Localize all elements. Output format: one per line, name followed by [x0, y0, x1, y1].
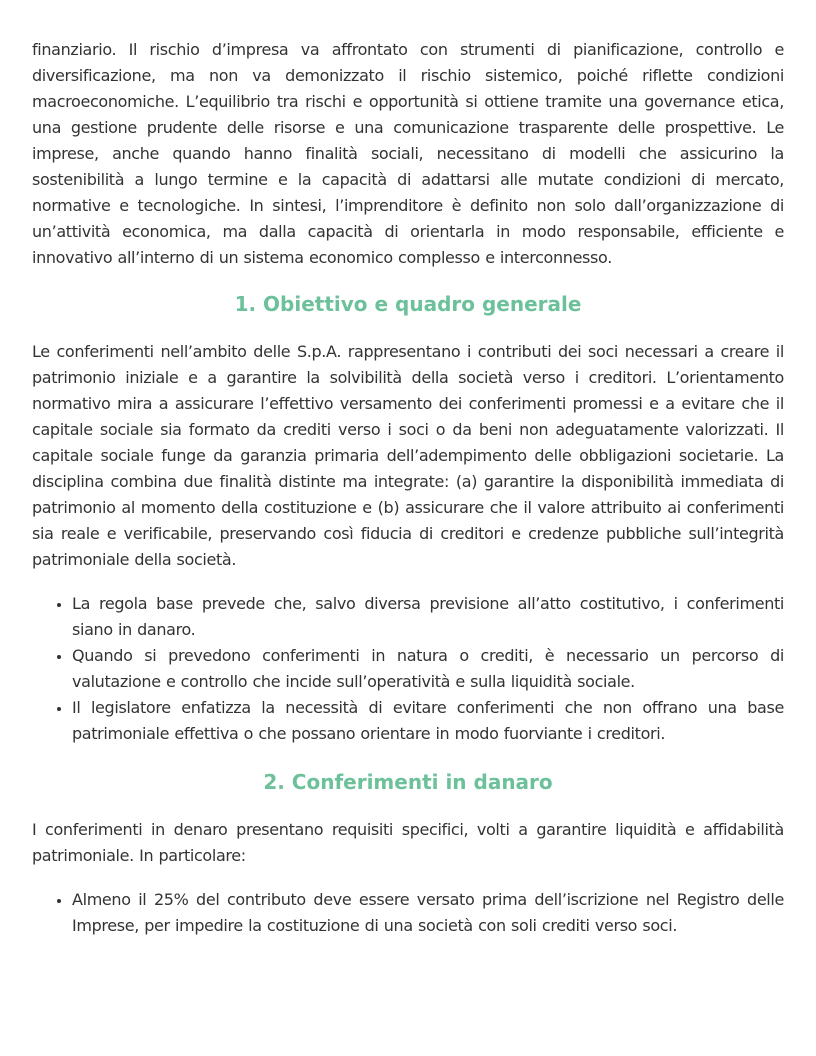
intro-paragraph: finanziario. Il rischio d’impresa va affrontato con strumenti di pianificazione, controllo e diversificazione, ma non va demonizzato il rischio sistemico, poiché riflette condizioni macroeconomiche. L’equilibrio tra rischi e opportunità si ottiene tramite una governance etica, una gestione prudente delle risorse e una comunicazione trasparente delle prospettive. Le imprese, anche quando hanno finalità sociali, necessitano di modelli che assicurino la sostenibilità a lungo termine e la capacità di adattarsi alle mutate condizioni di mercato, normative e tecnologiche. In sintesi, l’imprenditore è definito non solo dall’organizzazione di un’attività economica, ma dalla capacità di orientarla in modo responsabile, efficiente e innovativo all’interno di un sistema economico complesso e interconnesso.	[32, 40, 784, 267]
section-1-paragraph: Le conferimenti nell’ambito delle S.p.A. rappresentano i contributi dei soci necessari a creare il patrimonio iniziale e a garantire la solvibilità della società verso i creditori. L’orientamento normativo mira a assicurare l’effettivo versamento dei conferimenti promessi e a evitare che il capitale sociale sia formato da crediti verso i soci o da beni non adeguatamente valorizzati. Il capitale sociale funge da garanzia primaria dell’adempimento delle obbligazioni societarie. La disciplina combina due finalità distinte ma integrate: (a) garantire la disponibilità immediata di patrimonio al momento della costituzione e (b) assicurare che il valore attribuito ai conferimenti sia reale e verificabile, preservando così fiducia di creditori e credenze pubbliche sull’integrità patrimoniale della società.	[32, 342, 784, 569]
section-1-heading: 1. Obiettivo e quadro generale	[234, 292, 582, 316]
section-1-bullet-list	[32, 591, 784, 747]
section-2-paragraph: I conferimenti in denaro presentano requisiti specifici, volti a garantire liquidità e affidabilità patrimoniale. In particolare:	[32, 820, 784, 865]
list-item: • Almeno il 25% del contributo deve essere versato prima dell’iscrizione nel Registro delle Imprese, per impedire la costituzione di una società con soli crediti verso soci.	[72, 887, 784, 939]
section-2-heading: 2. Conferimenti in danaro	[263, 770, 553, 794]
list-item: • Il legislatore enfatizza la necessità di evitare conferimenti che non offrano una base patrimoniale effettiva o che possano orientare in modo fuorviante i creditori.	[72, 695, 784, 747]
list-item: • La regola base prevede che, salvo diversa previsione all’atto costitutivo, i conferimenti siano in danaro.	[72, 591, 784, 643]
section-2-bullet-list	[32, 887, 784, 939]
list-item: • Quando si prevedono conferimenti in natura o crediti, è necessario un percorso di valutazione e controllo che incide sull’operatività e sulla liquidità sociale.	[72, 643, 784, 695]
